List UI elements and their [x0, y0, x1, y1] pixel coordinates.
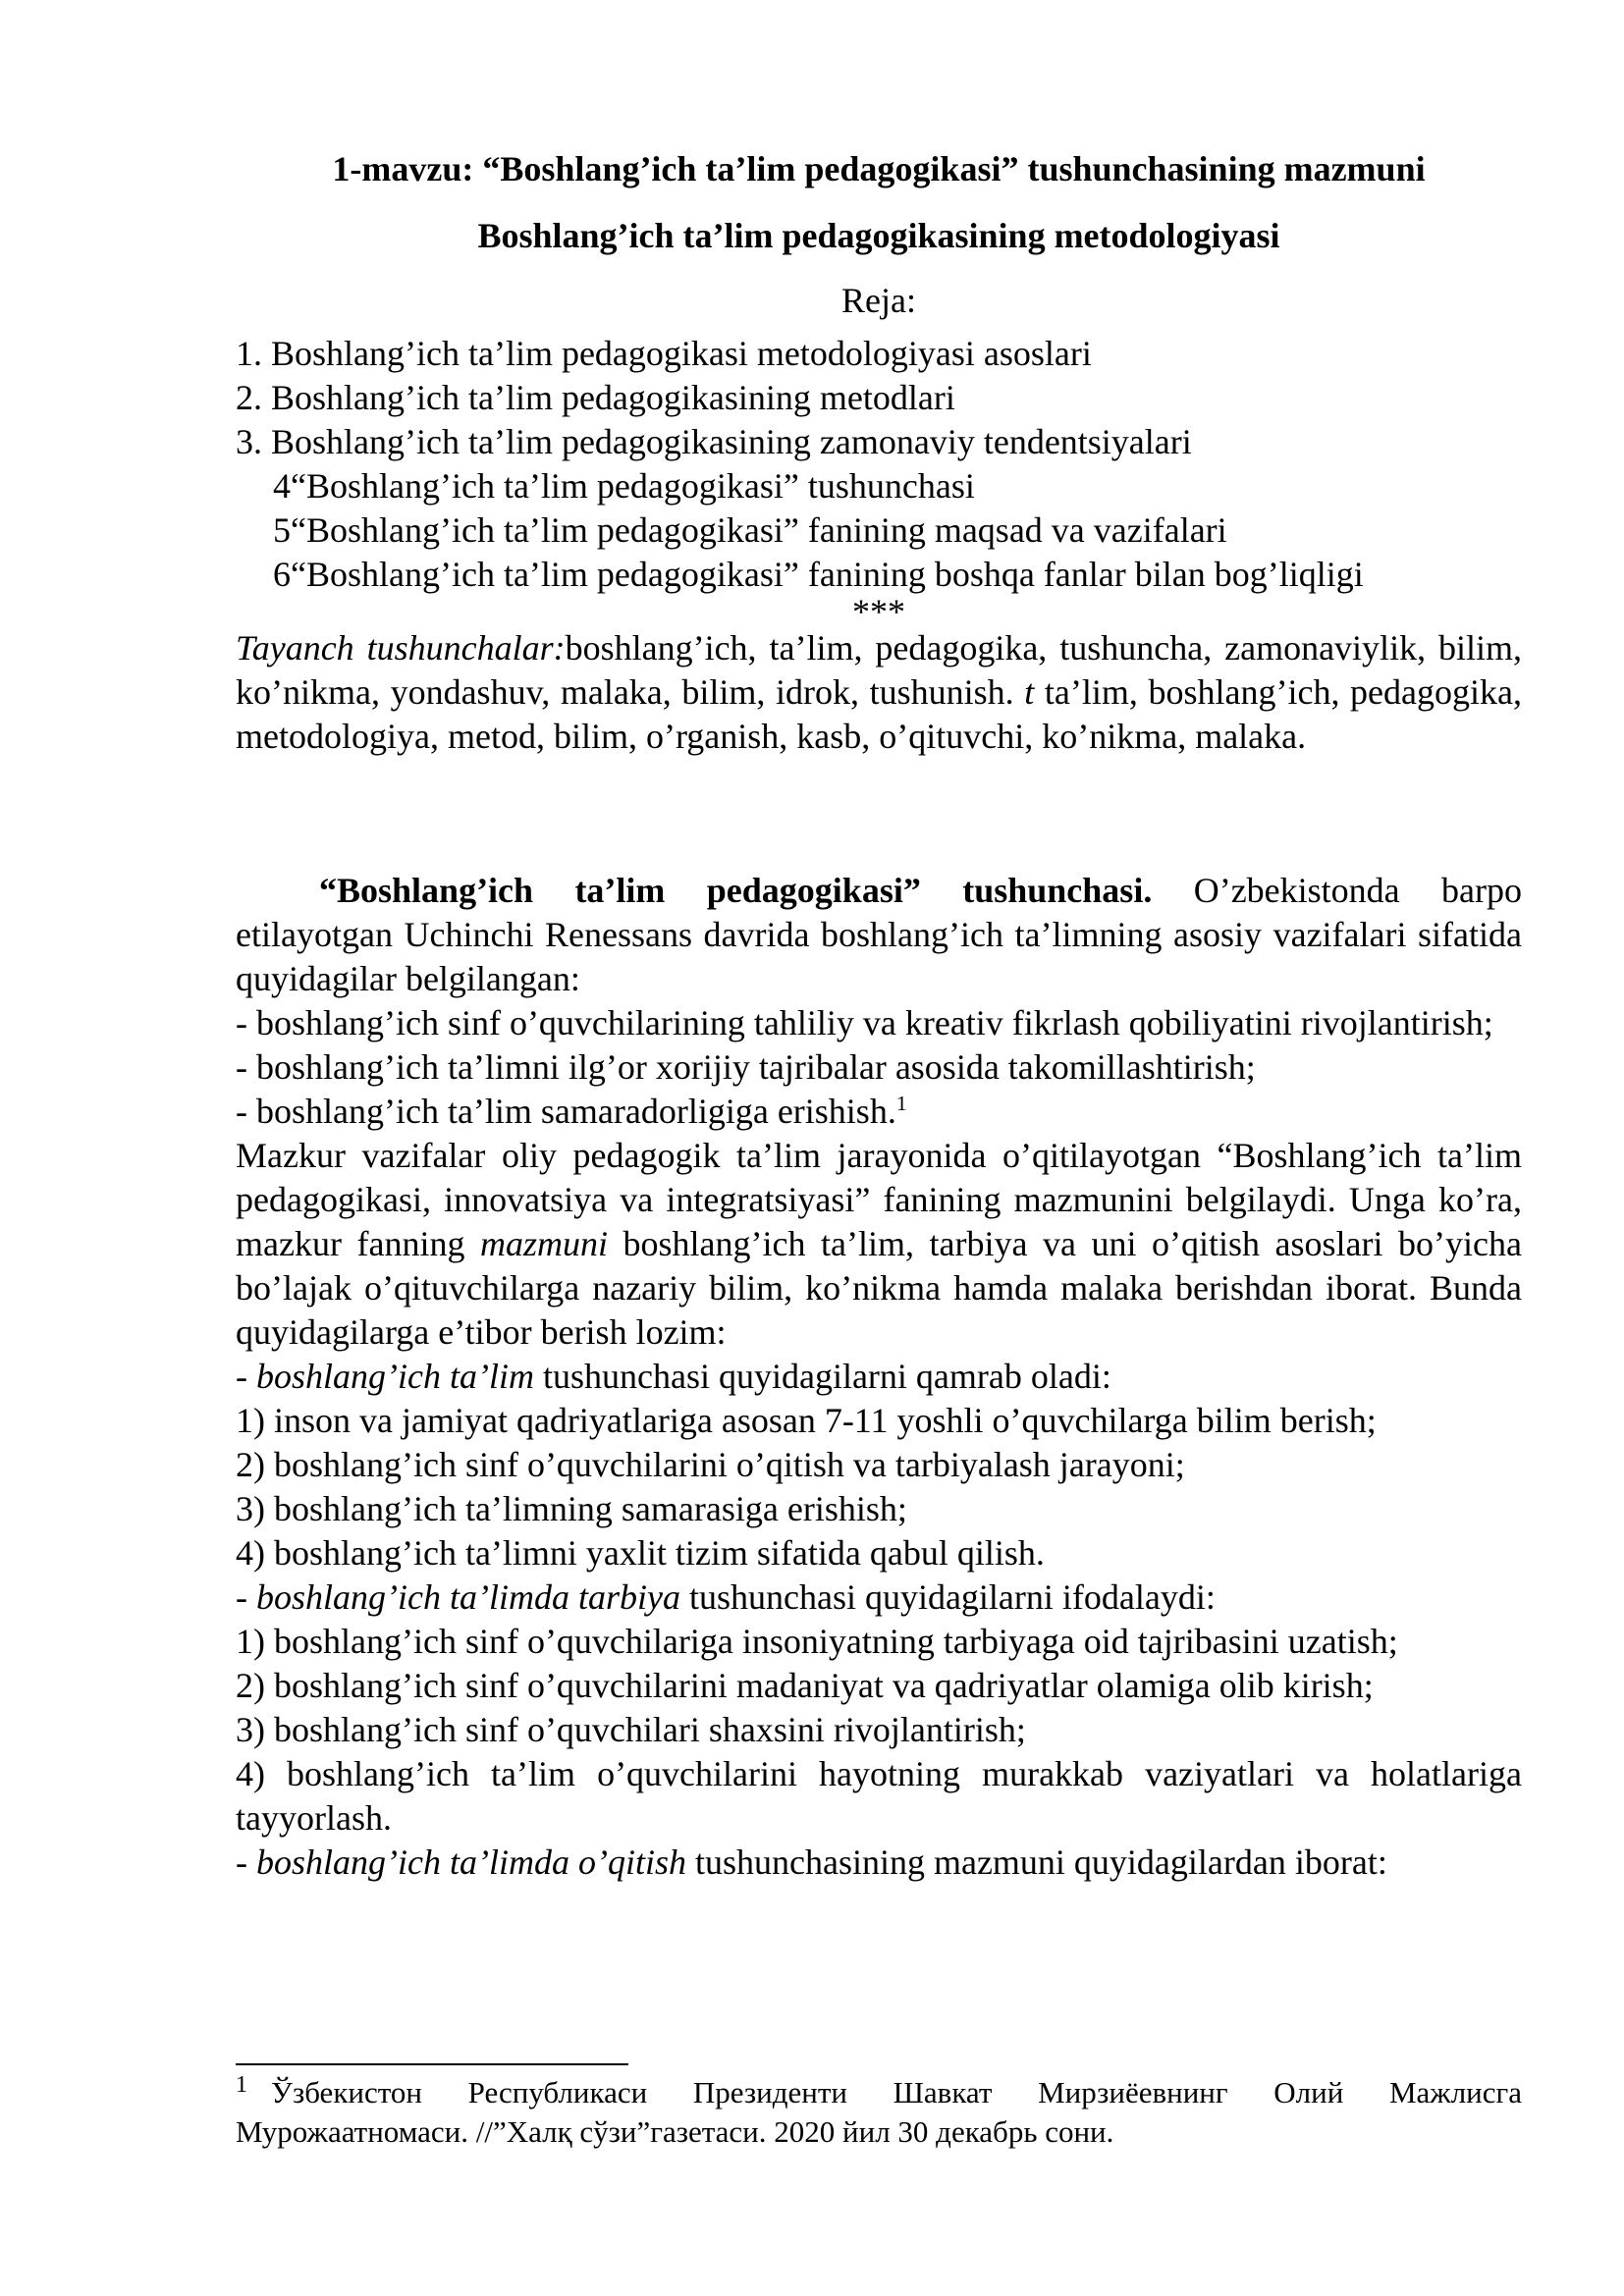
paragraph-2	[236, 1134, 1522, 1355]
task-item: - boshlang’ich sinf o’quvchilarining tahliliy va kreativ fikrlash qobiliyatini rivojlantirish;	[236, 1003, 1493, 1042]
footnote-divider	[236, 2063, 628, 2065]
group-heading	[236, 1841, 1522, 1885]
plan-label: Reja:	[841, 281, 916, 320]
section-intro-paragraph	[236, 869, 1522, 1001]
document-subtitle: Boshlang’ich ta’lim pedagogikasining metodologiyasi	[477, 216, 1280, 255]
numbered-item: 3) boshlang’ich ta’limning samarasiga erishish;	[236, 1489, 907, 1528]
paragraph-2-text-a: Mazkur vazifalar oliy pedagogik ta’lim jarayonida o’qitilayotgan “Boshlang’ich ta’lim pedagogikasi, innovatsiya va integratsiyasi” fanining mazmunini belgilaydi. Unga ko’ra, mazkur fanning	[236, 1136, 1522, 1263]
section-intro-text: O’zbekistonda barpo etilayotgan Uchinchi Renessans davrida boshlang’ich ta’limning asosiy vazifalari sifatida quyidagilar belgilangan:	[236, 871, 1522, 998]
numbered-item: 4) boshlang’ich ta’limni yaxlit tizim sifatida qabul qilish.	[236, 1533, 1045, 1573]
plan-item: 5“Boshlang’ich ta’lim pedagogikasi” fanining maqsad va vazifalari	[273, 510, 1227, 550]
group-dash: -	[236, 1842, 256, 1882]
group-term: boshlang’ich ta’limda tarbiya	[256, 1577, 680, 1617]
group-heading	[236, 1575, 1522, 1620]
paragraph-2-text-b: boshlang’ich ta’lim, tarbiya va uni o’qitish asoslari bo’yicha bo’lajak o’qituvchilarga nazariy bilim, ko’nikma hamda malaka berishdan iborat. Bunda quyidagilarga e’tibor berish lozim:	[236, 1224, 1522, 1352]
footnote	[236, 2073, 1522, 2152]
plan-item: 4“Boshlang’ich ta’lim pedagogikasi” tushunchasi	[273, 466, 975, 506]
numbered-item: 1) boshlang’ich sinf o’quvchilariga insoniyatning tarbiyaga oid tajribasini uzatish;	[236, 1622, 1398, 1661]
keywords-paragraph	[236, 626, 1522, 759]
plan-list	[236, 332, 1522, 597]
plan-item: 6“Boshlang’ich ta’lim pedagogikasi” fanining boshqa fanlar bilan bog’liqligi	[273, 555, 1364, 594]
footnote-text: Ўзбекистон Республикаси Президенти Шавкат Мирзиёевнинг Олий Мажлисга Мурожаатномаси. //”Халқ сўзи”газетаси. 2020 йил 30 декабрь сони.	[236, 2075, 1522, 2149]
group-term: boshlang’ich ta’lim	[256, 1357, 534, 1396]
numbered-item: 1) inson va jamiyat qadriyatlariga asosan 7-11 yoshli o’quvchilarga bilim berish;	[236, 1401, 1377, 1440]
group-dash: -	[236, 1357, 256, 1396]
footnote-number: 1	[236, 2071, 247, 2098]
group-dash: -	[236, 1577, 256, 1617]
section-heading: “Boshlang’ich ta’lim pedagogikasi” tushunchasi.	[319, 871, 1153, 910]
spacer	[236, 759, 1522, 869]
task-item-text: - boshlang’ich ta’lim samaradorligiga erishish.	[236, 1092, 896, 1131]
group-rest: tushunchasi quyidagilarni ifodalaydi:	[679, 1577, 1216, 1617]
numbered-item: 2) boshlang’ich sinf o’quvchilarini madaniyat va qadriyatlar olamiga olib kirish;	[236, 1666, 1374, 1705]
keywords-text-b: ta’lim, boshlang’ich, pedagogika, metodologiya, metod, bilim, o’rganish, kasb, o’qituvchi, ko’nikma, malaka.	[236, 672, 1522, 756]
task-item	[236, 1090, 1522, 1134]
group-rest: tushunchasining mazmuni quyidagilardan iborat:	[685, 1842, 1387, 1882]
keywords-text-a: boshlang’ich, ta’lim, pedagogika, tushuncha, zamonaviylik, bilim, ko’nikma, yondashuv, malaka, bilim, idrok, tushunish.	[236, 628, 1522, 712]
keywords-label: Tayanch tushunchalar:	[236, 628, 566, 667]
task-item: - boshlang’ich ta’limni ilg’or xorijiy tajribalar asosida takomillashtirish;	[236, 1047, 1256, 1087]
group-rest: tushunchasi quyidagilarni qamrab oladi:	[533, 1357, 1111, 1396]
plan-item: 3. Boshlang’ich ta’lim pedagogikasining zamonaviy tendentsiyalari	[236, 422, 1192, 461]
paragraph-2-italic: mazmuni	[479, 1224, 608, 1263]
footnote-reference[interactable]: 1	[895, 1092, 907, 1115]
separator-stars: ***	[852, 592, 905, 631]
document-title: 1-mavzu: “Boshlang’ich ta’lim pedagogikasi” tushunchasining mazmuni	[332, 149, 1426, 188]
numbered-item: 3) boshlang’ich sinf o’quvchilari shaxsini rivojlantirish;	[236, 1710, 1026, 1749]
plan-item: 2. Boshlang’ich ta’lim pedagogikasining metodlari	[236, 378, 955, 417]
numbered-item: 4) boshlang’ich ta’lim o’quvchilarini hayotning murakkab vaziyatlari va holatlariga tayyorlash.	[236, 1754, 1522, 1838]
keywords-italic-t: t	[1024, 672, 1035, 712]
group-heading	[236, 1355, 1522, 1399]
document-page	[236, 147, 1522, 1885]
plan-item: 1. Boshlang’ich ta’lim pedagogikasi metodologiyasi asoslari	[236, 334, 1092, 373]
group-term: boshlang’ich ta’limda o’qitish	[256, 1842, 686, 1882]
numbered-item: 2) boshlang’ich sinf o’quvchilarini o’qitish va tarbiyalash jarayoni;	[236, 1445, 1185, 1484]
